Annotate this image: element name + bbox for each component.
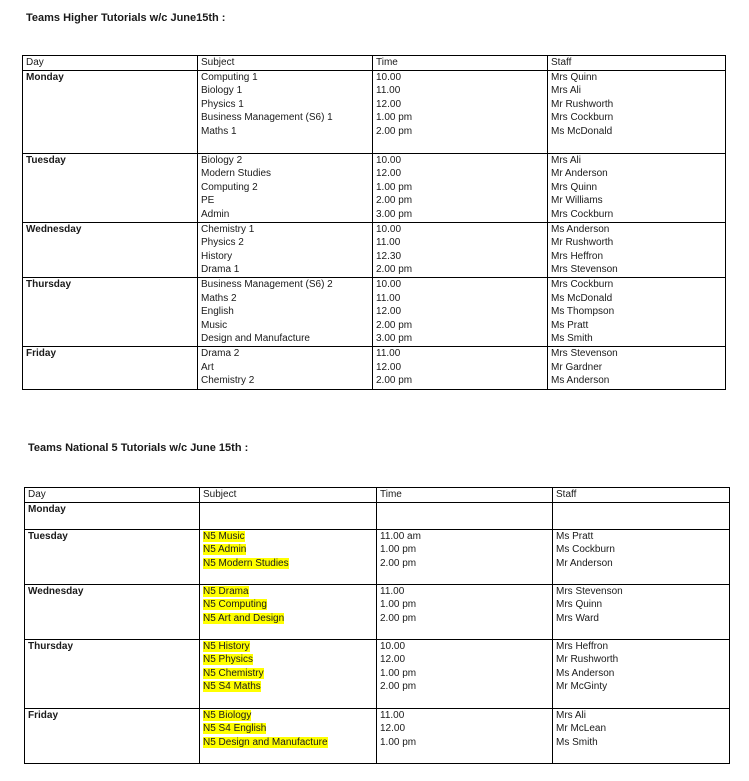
time-entry: 12.00 [380,654,406,666]
time-entry: 2.00 pm [376,319,413,331]
subject-cell [198,153,373,222]
time-entry: 11.00 [376,237,401,249]
highlighted-subject: N5 Physics [203,654,254,666]
day-cell: Wednesday [25,584,200,639]
staff-entry: Ms Pratt [551,319,589,331]
time-entry: 12.00 [376,361,402,373]
subject-entry: Chemistry 1 [201,223,255,235]
subject-entry [203,736,373,750]
staff-entry: Mrs Ali [551,85,581,97]
column-header-subject: Subject [198,56,373,71]
time-entry: 1.00 pm [380,599,417,611]
time-entry: 2.00 pm [376,375,413,387]
time-entry: 2.00 pm [380,681,417,693]
staff-cell [553,529,730,584]
highlighted-subject: N5 Chemistry [203,667,264,679]
day-cell: Tuesday [25,529,200,584]
time-entry: 11.00 am [380,530,421,542]
highlighted-subject: N5 Drama [203,585,249,597]
subject-entry: Biology 2 [201,154,243,166]
staff-entry: Mrs Ali [551,154,581,166]
staff-entry: Ms Smith [556,736,598,748]
time-entry: 3.00 pm [376,333,413,345]
time-cell [373,277,548,346]
subject-entry: Admin [201,208,230,220]
table-row [25,502,730,529]
column-header-day: Day [25,488,200,503]
time-entry: 12.00 [380,723,406,735]
subject-cell [200,529,377,584]
highlighted-subject: N5 Computing [203,599,267,611]
subject-entry: History [201,250,233,262]
time-entry: 11.00 [376,292,401,304]
staff-entry: Ms Anderson [551,375,610,387]
staff-cell [553,708,730,763]
staff-entry: Mr Williams [551,195,603,207]
staff-entry: Mr Anderson [551,168,608,180]
table-row [23,277,726,346]
subject-entry: Chemistry 2 [201,375,255,387]
time-entry: 1.00 pm [376,112,413,124]
subject-entry [203,598,373,612]
time-entry: 10.00 [376,71,402,83]
time-cell [373,346,548,389]
table-row [23,153,726,222]
column-header-subject: Subject [200,488,377,503]
time-cell [373,222,548,277]
staff-entry: Mrs Ward [556,612,599,624]
subject-entry: PE [201,195,215,207]
staff-cell [548,346,726,389]
staff-entry: Mrs Ali [556,709,586,721]
column-header-time: Time [377,488,553,503]
subject-entry [203,612,373,626]
highlighted-subject: N5 Admin [203,544,247,556]
time-entry: 2.00 pm [380,557,417,569]
time-entry: 12.00 [376,98,402,110]
staff-entry: Mrs Quinn [556,599,603,611]
staff-cell [548,153,726,222]
subject-cell [198,70,373,153]
staff-cell [548,222,726,277]
subject-cell [200,502,377,529]
time-entry: 11.00 [376,85,401,97]
staff-entry: Ms McDonald [551,292,613,304]
staff-entry: Mr McGinty [556,681,608,693]
staff-entry: Mrs Cockburn [551,208,614,220]
staff-entry: Mrs Cockburn [551,112,614,124]
column-header-day: Day [23,56,198,71]
staff-entry: Mrs Cockburn [551,278,614,290]
column-header-time: Time [373,56,548,71]
subject-entry [203,585,373,599]
subject-cell [200,708,377,763]
subject-entry: Business Management (S6) 1 [201,112,333,124]
staff-entry: Mrs Heffron [551,250,604,262]
subject-cell [200,639,377,708]
highlighted-subject: N5 History [203,640,250,652]
time-entry: 10.00 [376,223,402,235]
subject-entry [203,667,373,681]
highlighted-subject: N5 Art and Design [203,612,285,624]
day-cell: Thursday [23,277,198,346]
subject-entry [203,640,373,654]
staff-entry: Mr Rushworth [551,98,614,110]
time-cell [373,70,548,153]
subject-entry: Design and Manufacture [201,333,310,345]
time-cell [377,529,553,584]
time-entry: 2.00 pm [376,125,413,137]
subject-entry: Art [201,361,214,373]
subject-entry: Physics 2 [201,237,244,249]
staff-entry: Ms Cockburn [556,544,615,556]
time-entry: 2.00 pm [376,195,413,207]
day-cell: Friday [25,708,200,763]
time-entry: 10.00 [380,640,406,652]
staff-cell [553,502,730,529]
subject-cell [198,277,373,346]
staff-entry: Mrs Stevenson [551,347,618,359]
staff-entry: Ms Thompson [551,306,615,318]
day-cell: Tuesday [23,153,198,222]
subject-entry [203,722,373,736]
day-cell: Monday [23,70,198,153]
staff-cell [553,584,730,639]
subject-entry [203,543,373,557]
subject-entry [203,653,373,667]
time-entry: 12.00 [376,168,402,180]
higher-tutorials-heading: Teams Higher Tutorials w/c June15th : [26,12,226,24]
time-cell [377,584,553,639]
subject-entry: Modern Studies [201,168,272,180]
day-cell: Friday [23,346,198,389]
time-entry: 11.00 [376,347,401,359]
staff-cell [553,639,730,708]
time-cell [377,708,553,763]
table-header-row [23,56,726,71]
column-header-staff: Staff [553,488,730,503]
day-cell: Wednesday [23,222,198,277]
staff-entry: Mrs Quinn [551,181,598,193]
n5-tutorials-heading: Teams National 5 Tutorials w/c June 15th : [28,442,249,454]
subject-entry: Physics 1 [201,98,244,110]
staff-entry: Ms Anderson [551,223,610,235]
subject-entry: Maths 1 [201,125,237,137]
higher-tutorials-table [22,55,726,390]
time-entry: 11.00 [380,709,405,721]
subject-entry: Maths 2 [201,292,237,304]
subject-entry [203,557,373,571]
highlighted-subject: N5 S4 English [203,723,267,735]
highlighted-subject: N5 Modern Studies [203,557,289,569]
staff-entry: Mrs Quinn [551,71,598,83]
subject-cell [198,346,373,389]
day-cell: Monday [25,502,200,529]
time-cell [377,502,553,529]
staff-entry: Ms Pratt [556,530,594,542]
staff-entry: Ms Anderson [556,667,615,679]
column-header-staff: Staff [548,56,726,71]
time-entry: 1.00 pm [380,667,417,679]
staff-entry: Mr Rushworth [551,237,614,249]
time-entry: 2.00 pm [380,612,417,624]
staff-entry: Ms Smith [551,333,593,345]
subject-entry: Biology 1 [201,85,243,97]
staff-entry: Mr Anderson [556,557,613,569]
staff-entry: Mrs Stevenson [551,264,618,276]
subject-entry [203,709,373,723]
day-cell: Thursday [25,639,200,708]
time-entry: 11.00 [380,585,405,597]
subject-entry: Computing 2 [201,181,258,193]
subject-entry: Music [201,319,228,331]
time-entry: 12.00 [376,306,402,318]
table-row [25,639,730,708]
table-row [23,70,726,153]
staff-cell [548,70,726,153]
subject-entry [203,680,373,694]
time-entry: 2.00 pm [376,264,413,276]
subject-cell [198,222,373,277]
staff-cell [548,277,726,346]
time-entry: 10.00 [376,154,402,166]
time-entry: 3.00 pm [376,208,413,220]
staff-entry: Mr Rushworth [556,654,619,666]
staff-entry: Ms McDonald [551,125,613,137]
subject-entry: Drama 1 [201,264,240,276]
subject-entry: English [201,306,234,318]
n5-tutorials-table [24,487,730,764]
highlighted-subject: N5 Music [203,530,245,542]
staff-entry: Mrs Stevenson [556,585,623,597]
time-entry: 1.00 pm [380,544,417,556]
time-cell [377,639,553,708]
staff-entry: Mr McLean [556,723,607,735]
table-row [23,346,726,389]
staff-entry: Mr Gardner [551,361,603,373]
highlighted-subject: N5 Design and Manufacture [203,736,328,748]
time-entry: 1.00 pm [380,736,417,748]
table-row [23,222,726,277]
subject-entry: Computing 1 [201,71,258,83]
highlighted-subject: N5 Biology [203,709,252,721]
table-row [25,708,730,763]
table-header-row [25,488,730,503]
time-entry: 1.00 pm [376,181,413,193]
highlighted-subject: N5 S4 Maths [203,681,261,693]
subject-cell [200,584,377,639]
subject-entry: Drama 2 [201,347,240,359]
table-row [25,529,730,584]
subject-entry: Business Management (S6) 2 [201,278,333,290]
time-entry: 10.00 [376,278,402,290]
table-row [25,584,730,639]
time-entry: 12.30 [376,250,402,262]
time-cell [373,153,548,222]
staff-entry: Mrs Heffron [556,640,609,652]
subject-entry [203,530,373,544]
